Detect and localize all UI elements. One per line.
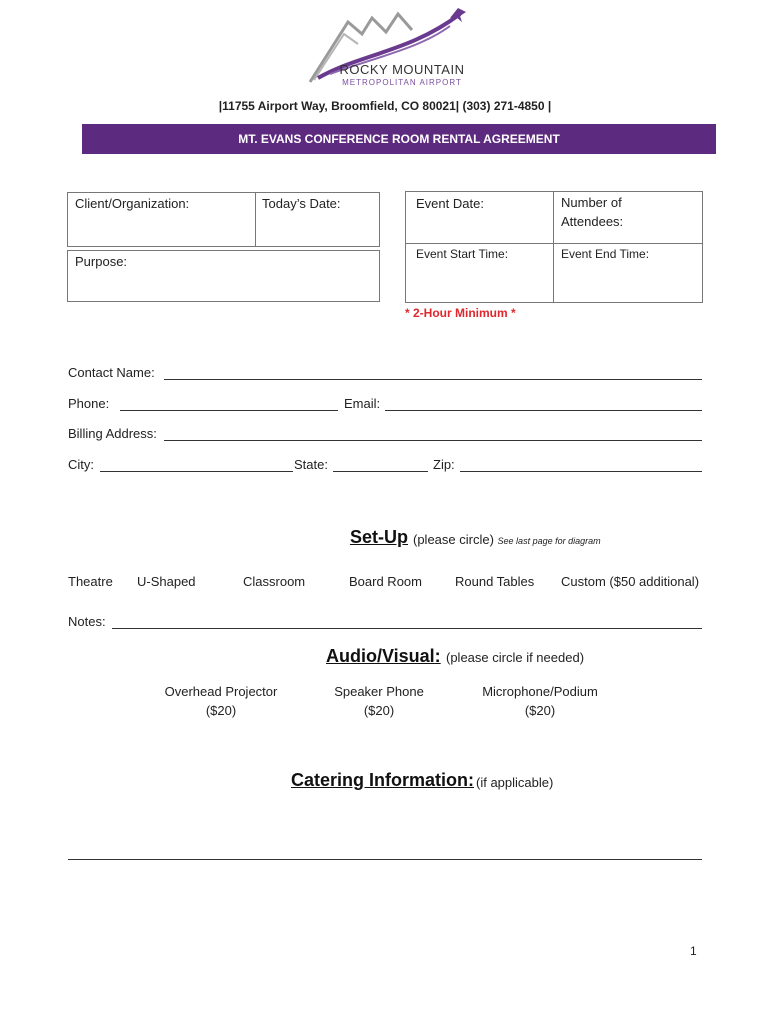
setup-option-board-room[interactable]: Board Room [349, 574, 422, 589]
billing-address-label: Billing Address: [68, 426, 157, 441]
setup-heading: Set-Up [350, 527, 408, 547]
setup-option-classroom[interactable]: Classroom [243, 574, 306, 589]
zip-field[interactable] [460, 471, 702, 472]
address-line: |11755 Airport Way, Broomfield, CO 80021| (303) 271-4850 | [218, 99, 552, 113]
event-details-divider [553, 191, 554, 303]
state-field[interactable] [333, 471, 428, 472]
phone-field[interactable] [120, 410, 338, 411]
email-label: Email: [344, 396, 381, 411]
state-label: State: [294, 457, 328, 472]
brand-name: ROCKY MOUNTAIN [339, 62, 465, 77]
zip-label: Zip: [433, 457, 455, 472]
two-hour-minimum-note: * 2-Hour Minimum * [405, 306, 516, 320]
setup-option-custom[interactable]: Custom ($50 additional) [561, 574, 700, 589]
city-label: City: [68, 457, 94, 472]
av-microphone-podium-price: ($20) [524, 703, 556, 718]
audio-visual-heading: Audio/Visual: [326, 646, 441, 666]
event-details-row-divider [405, 243, 703, 244]
setup-option-u-shaped[interactable]: U-Shaped [137, 574, 196, 589]
form-title-banner: MT. EVANS CONFERENCE ROOM RENTAL AGREEMENT [82, 124, 716, 154]
purpose-label: Purpose: [75, 254, 128, 269]
client-date-divider [255, 192, 256, 247]
notes-label: Notes: [68, 614, 106, 629]
av-speaker-phone-price: ($20) [363, 703, 395, 718]
event-start-time-label: Event Start Time: [416, 247, 509, 261]
event-date-label: Event Date: [416, 196, 484, 211]
event-end-time-label: Event End Time: [561, 247, 650, 261]
email-field[interactable] [385, 410, 702, 411]
catering-note: (if applicable) [476, 775, 554, 790]
av-overhead-projector-name: Overhead Projector [164, 684, 278, 699]
setup-diagram-note: See last page for diagram [497, 536, 601, 546]
brand-subtitle: METROPOLITAN AIRPORT [342, 78, 462, 87]
setup-option-theatre[interactable]: Theatre [68, 574, 113, 589]
attendees-label-line1: Number of [561, 195, 622, 210]
page-number: 1 [690, 944, 697, 958]
catering-heading: Catering Information: [291, 770, 474, 790]
av-speaker-phone-name: Speaker Phone [334, 684, 424, 699]
client-organization-label: Client/Organization: [75, 196, 190, 211]
todays-date-label: Today’s Date: [262, 196, 341, 211]
av-overhead-projector[interactable] [150, 682, 292, 720]
city-field[interactable] [100, 471, 293, 472]
phone-label: Phone: [68, 396, 110, 411]
audio-visual-note: (please circle if needed) [446, 650, 585, 665]
attendees-label-line2: Attendees: [561, 214, 624, 229]
av-speaker-phone[interactable] [318, 682, 440, 720]
setup-note [413, 532, 601, 547]
contact-name-label: Contact Name: [68, 365, 155, 380]
av-microphone-podium-name: Microphone/Podium [482, 684, 598, 699]
av-microphone-podium[interactable] [466, 682, 614, 720]
catering-field[interactable] [68, 859, 702, 860]
setup-option-round-tables[interactable]: Round Tables [455, 574, 535, 589]
notes-field[interactable] [112, 628, 702, 629]
billing-address-field[interactable] [164, 440, 702, 441]
av-overhead-projector-price: ($20) [205, 703, 237, 718]
contact-name-field[interactable] [164, 379, 702, 380]
setup-note-text: (please circle) [413, 532, 494, 547]
